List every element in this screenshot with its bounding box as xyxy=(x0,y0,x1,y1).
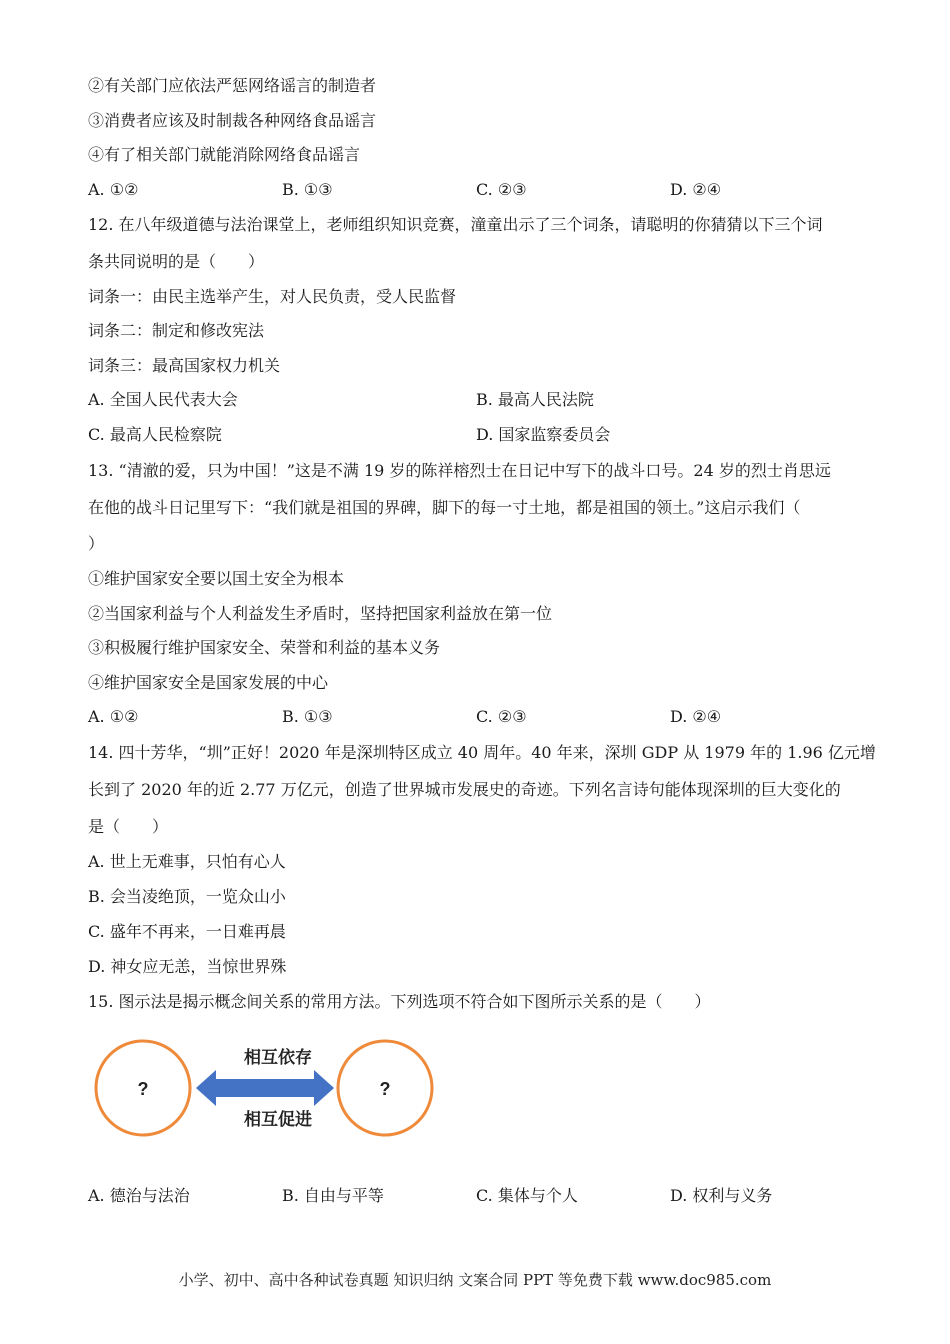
q14-stem-line1: 14. 四十芳华，“圳”正好！2020 年是深圳特区成立 40 周年。40 年来，深圳 GDP 从 1979 年的 1.96 亿元增 xyxy=(88,743,876,762)
q13-option-a[interactable]: A. ①② xyxy=(88,707,139,726)
q15-option-c[interactable]: C. 集体与个人 xyxy=(476,1186,578,1205)
q12-option-d[interactable]: D. 国家监察委员会 xyxy=(476,425,611,444)
double-arrow xyxy=(196,1070,334,1106)
right-question-mark: ? xyxy=(379,1079,391,1099)
q15-option-d[interactable]: D. 权利与义务 xyxy=(670,1186,773,1205)
top-caption: 相互依存 xyxy=(244,1048,312,1068)
q14-option-c[interactable]: C. 盛年不再来，一日难再晨 xyxy=(88,922,286,941)
bottom-caption: 相互促进 xyxy=(244,1110,312,1130)
q13-option-b[interactable]: B. ①③ xyxy=(282,707,333,726)
q13-stem-line2: 在他的战斗日记里写下：“我们就是祖国的界碑，脚下的每一寸土地，都是祖国的领土。”这启示我们（ xyxy=(88,498,801,517)
left-question-mark: ? xyxy=(137,1079,149,1099)
q11-option-a[interactable]: A. ①② xyxy=(88,180,139,199)
q12-option-a[interactable]: A. 全国人民代表大会 xyxy=(88,390,238,409)
q11-item-2: ②有关部门应依法严惩网络谣言的制造者 xyxy=(88,76,377,95)
q14-stem-line3: 是（ ） xyxy=(88,817,169,836)
q15-option-b[interactable]: B. 自由与平等 xyxy=(282,1186,384,1205)
q11-option-d[interactable]: D. ②④ xyxy=(670,180,722,199)
q12-clue-1: 词条一：由民主选举产生，对人民负责，受人民监督 xyxy=(88,287,457,306)
q13-stem-line1: 13. “清澈的爱，只为中国！”这是不满 19 岁的陈祥榕烈士在日记中写下的战斗口号。24 岁的烈士肖思远 xyxy=(88,461,831,480)
q13-item-3: ③积极履行维护国家安全、荣誉和利益的基本义务 xyxy=(88,638,441,657)
q13-option-c[interactable]: C. ②③ xyxy=(476,707,527,726)
q14-option-a[interactable]: A. 世上无难事，只怕有心人 xyxy=(88,852,286,871)
q13-item-1: ①维护国家安全要以国土安全为根本 xyxy=(88,569,345,588)
q14-stem-line2: 长到了 2020 年的近 2.77 万亿元，创造了世界城市发展史的奇迹。下列名言诗句能体现深圳的巨大变化的 xyxy=(88,780,841,799)
page-footer: 小学、初中、高中各种试卷真题 知识归纳 文案合同 PPT 等免费下载 www.doc985.com xyxy=(178,1271,772,1289)
q15-option-a[interactable]: A. 德治与法治 xyxy=(88,1186,190,1205)
q14-option-b[interactable]: B. 会当凌绝顶，一览众山小 xyxy=(88,887,286,906)
q13-item-4: ④维护国家安全是国家发展的中心 xyxy=(88,673,329,692)
q12-option-c[interactable]: C. 最高人民检察院 xyxy=(88,425,222,444)
q11-option-b[interactable]: B. ①③ xyxy=(282,180,333,199)
q13-item-2: ②当国家利益与个人利益发生矛盾时，坚持把国家利益放在第一位 xyxy=(88,604,553,623)
q12-stem-line2: 条共同说明的是（ ） xyxy=(88,252,265,271)
q12-clue-3: 词条三：最高国家权力机关 xyxy=(88,356,281,375)
q12-clue-2: 词条二：制定和修改宪法 xyxy=(88,321,265,340)
q15-stem: 15. 图示法是揭示概念间关系的常用方法。下列选项不符合如下图所示关系的是（ ） xyxy=(88,992,711,1011)
relationship-diagram xyxy=(92,1030,442,1154)
q13-option-d[interactable]: D. ②④ xyxy=(670,707,722,726)
q11-item-3: ③消费者应该及时制裁各种网络食品谣言 xyxy=(88,111,377,130)
q11-option-c[interactable]: C. ②③ xyxy=(476,180,527,199)
q12-option-b[interactable]: B. 最高人民法院 xyxy=(476,390,594,409)
relationship-diagram-svg xyxy=(92,1030,442,1154)
q12-stem-line1: 12. 在八年级道德与法治课堂上，老师组织知识竞赛，潼童出示了三个词条，请聪明的你猜猜以下三个词 xyxy=(88,215,823,234)
q13-stem-line3: ） xyxy=(88,534,105,553)
q11-item-4: ④有了相关部门就能消除网络食品谣言 xyxy=(88,145,361,164)
q14-option-d[interactable]: D. 神女应无恙，当惊世界殊 xyxy=(88,957,287,976)
